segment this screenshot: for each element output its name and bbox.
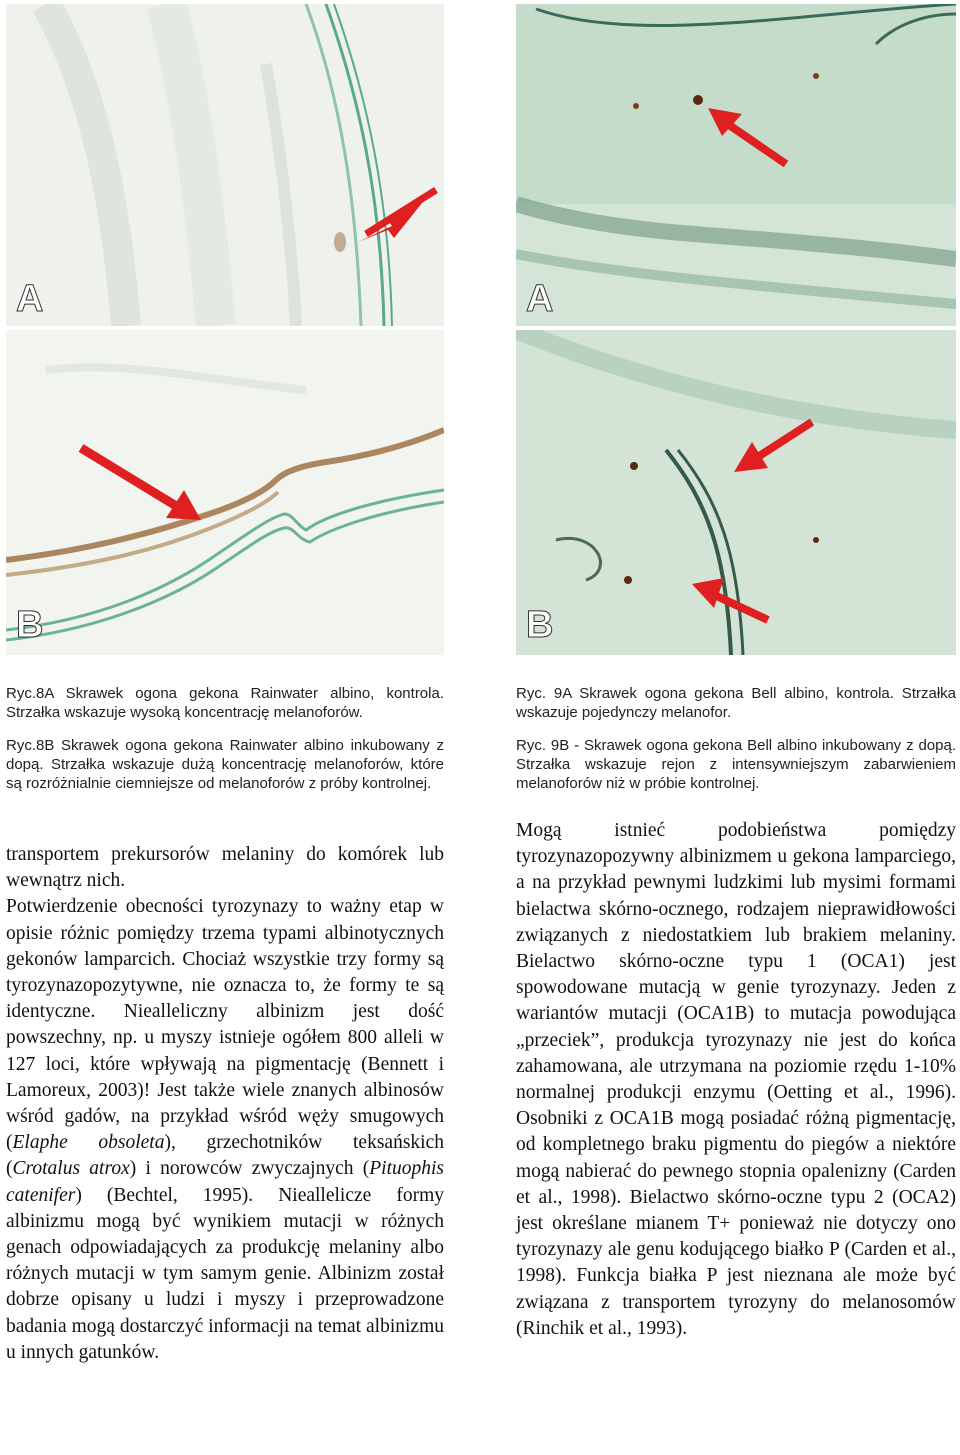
- figure-9-captions: [516, 684, 956, 807]
- caption-ryc-9a: Ryc. 9A Skrawek ogona gekona Bell albino, kontrola. Strzałka wskazuje pojedynczy melanofor.: [516, 685, 956, 721]
- figure-label-a: A: [526, 278, 554, 320]
- paragraph: transportem prekursorów melaniny do komórek lub wewnątrz nich.: [6, 844, 444, 892]
- caption-ryc-9b: Ryc. 9B - Skrawek ogona gekona Bell albino inkubowany z dopą. Strzałka wskazuje rejon z intensywniejszym zabarwieniem melanoforów niż w próbie kontrolnej.: [516, 737, 956, 792]
- species-name: Crotalus atrox: [12, 1158, 130, 1180]
- caption-ryc-8a: Ryc.8A Skrawek ogona gekona Rainwater albino, kontrola. Strzałka wskazuje wysoką koncentrację melanoforów.: [6, 685, 444, 721]
- figure-label-b: B: [526, 604, 554, 646]
- caption-ryc-8b: Ryc.8B Skrawek ogona gekona Rainwater albino inkubowany z dopą. Strzałka wskazuje dużą koncentrację melanoforów, które są rozróżnialnie ciemniejsze od melanoforów z próby kontrolnej.: [6, 737, 444, 792]
- figure-8-captions: [6, 684, 444, 807]
- species-name: Pituophis catenifer: [6, 1158, 444, 1206]
- figure-label-a: A: [16, 278, 44, 320]
- figure-9a-micrograph: [516, 4, 956, 326]
- figure-8a-micrograph: [6, 4, 444, 326]
- paragraph: Potwierdzenie obecności tyrozynazy to ważny etap w opisie różnic pomiędzy trzema typami albinotycznych gekonów lamparcich. Chociaż wszystkie trzy formy są tyrozynazopozytywne, nie oznacza to, że formy te są identyczne. Niealleliczny albinizm jest dość powszechny, np. u myszy istnieje ogółem 800 alleli w 127 loci, które wpływają na pigmentację (Bennett i Lamoreux, 2003)! Jest także wiele znanych albinosów wśród gadów, na przykład wśród węży smugowych (Elaphe obsoleta), grzechotników teksańskich (Crotalus atrox) i norowców zwyczajnych (Pituophis catenifer) (Bechtel, 1995). Nieallelicze formy albinizmu mogą być wynikiem mutacji w różnych genach odpowiadających za produkcję melaniny albo różnych mutacji w tym samym genie. Albinizm został dobrze opisany u ludzi i myszy i przeprowadzone badania mogą dostarczyć informacji na temat albinizmu u innych gatunków.: [6, 896, 444, 1363]
- figure-label-b: B: [16, 604, 44, 646]
- right-column-body-text: [516, 818, 956, 1342]
- species-name: Elaphe obsoleta: [12, 1132, 165, 1154]
- left-column-body-text: [6, 842, 444, 1366]
- figure-9b-micrograph: [516, 330, 956, 655]
- figure-8b-micrograph: [6, 330, 444, 655]
- paragraph: Mogą istnieć podobieństwa pomiędzy tyrozynazopozywny albinizmem u gekona lamparciego, a na przykład pewnymi ludzkimi lub mysimi formami bielactwa skórno-ocznego, rodzajem nieprawidłowości związanych z niedostatkiem lub brakiem melaniny. Bielactwo skórno-oczne typu 1 (OCA1) jest spowodowane mutacją w genie tyrozynazy. Jeden z wariantów mutacji (OCA1B) to mutacja powodująca „przeciek”, produkcja tyrozynazy nie jest do końca zahamowana, ale utrzymana na poziomie rzędu 1-10% normalnej produkcji enzymu (Oetting et al., 1996). Osobniki z OCA1B mogą posiadać różną pigmentację, od kompletnego braku pigmentu do piegów a niektóre mogą nabierać do pewnego stopnia opalenizny (Carden et al., 1998). Bielactwo skórno-oczne typu 2 (OCA2) jest określane mianem T+ ponieważ nie dotyczy ono tyrozynazy ale genu kodującego białko P (Carden et al., 1998). Funkcja białka P jest nieznana ale może być związana z transportem tyrozyny do melanosomów (Rinchik et al., 1993).: [516, 820, 956, 1339]
